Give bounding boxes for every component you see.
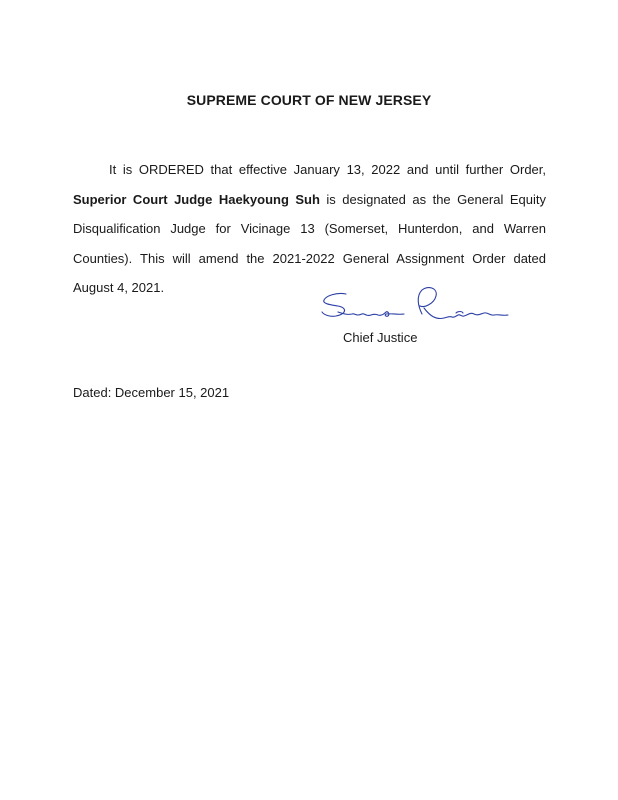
order-text-part1: It is ORDERED that effective January 13, 2022 and until further Order, — [109, 162, 546, 177]
order-paragraph — [73, 155, 546, 303]
signature-title: Chief Justice — [343, 330, 418, 345]
signature-image — [318, 284, 518, 334]
order-text-part2: is designated as the General Equity Disqualification Judge for Vicinage 13 (Somerset, Hunterdon, and Warren Counties). This will amend the 2021-2022 General Assignment Order dated August 4, 2021. — [73, 191, 546, 295]
date-line: Dated: December 15, 2021 — [73, 385, 230, 400]
page-title: SUPREME COURT OF NEW JERSEY — [186, 92, 432, 108]
judge-name: Superior Court Judge Haekyoung Suh — [73, 191, 320, 207]
